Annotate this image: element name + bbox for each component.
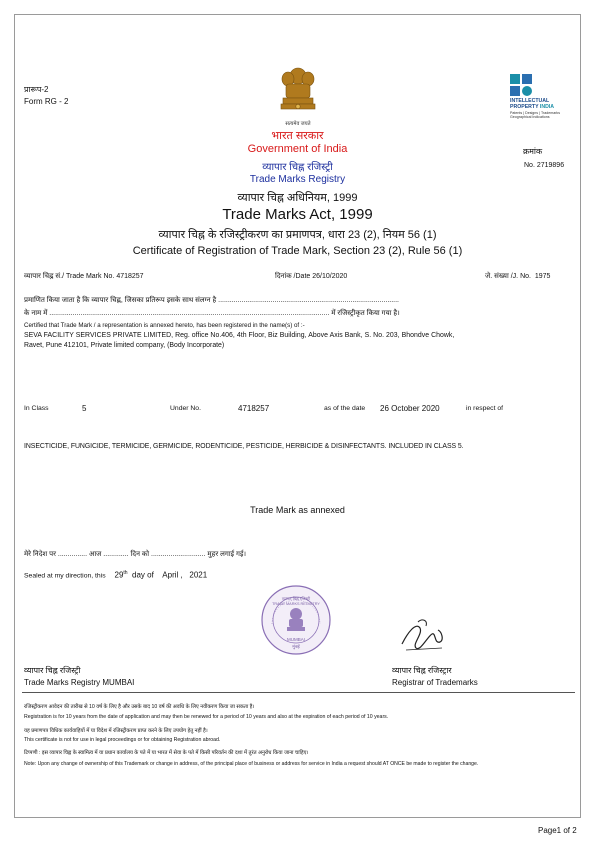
emblem-motto: सत्यमेव जयते <box>285 121 311 127</box>
registry-hindi: व्यापार चिह्न रजिस्ट्री <box>262 162 333 173</box>
sealed-english: Sealed at my direction, this 29th day of April , 2021 <box>24 570 208 580</box>
note-hindi-1: रजिस्ट्रीकरण आवेदन की तारीख से 10 वर्ष के लिए है और उसके बाद 10 वर्ष की अवधि के लिए नवीकरण किया जा सकता है। <box>24 704 255 710</box>
note-hindi-3: टिप्पणी : इस व्यापार चिह्न के स्वामित्व में या प्रधान कार्यालय के पते में या भारत में सेवा के पते में किसी परिवर्तन की दशा में तुरंत अनुरोध किया जाना चाहिए। <box>24 750 309 756</box>
note-hindi-2: यह प्रमाणपत्र विधिक कार्यवाहियों में या विदेश में रजिस्ट्रीकरण प्राप्त करने के लिए उपयोग हेतु नहीं है। <box>24 728 208 734</box>
jno-value: 1975 <box>534 273 551 280</box>
ip-logo-line1: INTELLECTUAL <box>510 98 550 104</box>
footer-right-english: Registrar of Trademarks <box>392 678 478 687</box>
footer-left-english: Trade Marks Registry MUMBAI <box>24 678 135 687</box>
act-english: Trade Marks Act, 1999 <box>222 206 373 223</box>
gov-hindi: भारत सरकार <box>271 130 324 142</box>
registrar-signature-icon <box>398 614 448 656</box>
cert-hindi: व्यापार चिह्न के रजिस्ट्रीकरण का प्रमाणपत्र, धारा 23 (2), नियम 56 (1) <box>158 229 437 241</box>
ip-logo-line2: PROPERTY INDIA <box>510 104 555 110</box>
seal-city: MUMBAI <box>287 637 305 642</box>
goods-description: INSECTICIDE, FUNGICIDE, TERMICIDE, GERMICIDE, RODENTICIDE, PESTICIDE, HERBICIDE & DISINFECTANTS. INCLUDED IN CLASS 5. <box>24 443 464 450</box>
in-class-label: In Class <box>24 405 49 412</box>
as-of-date: 26 October 2020 <box>380 404 440 413</box>
seal-city-hindi: मुंबई <box>292 644 300 649</box>
registry-seal-icon <box>260 584 332 656</box>
trademark-annexed: Trade Mark as annexed <box>250 505 345 515</box>
footer-right-hindi: व्यापार चिह्न रजिस्ट्रार <box>392 666 452 675</box>
page-number: Page1 of 2 <box>538 826 577 835</box>
as-of-label: as of the date <box>324 405 366 412</box>
act-hindi: व्यापार चिह्न अधिनियम, 1999 <box>237 192 358 204</box>
serial-hindi: क्रमांक <box>523 147 543 156</box>
notes-divider <box>22 692 575 693</box>
sealed-day: 29 <box>114 570 124 580</box>
note-english-3: Note: Upon any change of ownership of this Trademark or change in address, of the principal place of business or address for service in India a request should AT ONCE be made to register the change. <box>24 761 479 767</box>
jno-row: जे. संख्या /J. No. 1975 <box>485 273 551 280</box>
note-english-1: Registration is for 10 years from the date of application and may then be renewed for a period of 10 years and also at the expiration of each period of 10 years. <box>24 714 389 720</box>
owner-line1: SEVA FACILITY SERVICES PRIVATE LIMITED, Reg. office No.406, 4th Floor, Biz Building, Above Axis Bank, S. No. 203, Bhondve Chowk, <box>24 332 455 339</box>
ip-logo-line3: Patents | Designs | Trademarks <box>510 111 561 115</box>
serial-no: No. 2719896 <box>524 162 565 169</box>
seal-hindi-top: व्यापार चिह्न रजिस्ट्री <box>281 596 311 601</box>
note-english-2: This certificate is not for use in legal proceedings or for obtaining Registration abroad. <box>24 737 221 743</box>
tm-date: 26/10/2020 <box>312 273 348 280</box>
sealed-year: 2021 <box>189 570 208 580</box>
form-english: Form RG - 2 <box>24 97 69 106</box>
cert-english: Certificate of Registration of Trade Mark, Section 23 (2), Rule 56 (1) <box>132 245 463 257</box>
national-emblem-icon <box>276 64 320 126</box>
sealed-hindi: मेरे निदेश पर ............... आज ............. दिन को ............................ मुहर लगाई गई। <box>24 551 247 558</box>
class-number: 5 <box>82 404 87 413</box>
tm-number: 4718257 <box>116 273 144 280</box>
date-row: दिनांक /Date 26/10/2020 <box>275 273 348 280</box>
ip-india-logo <box>510 74 580 124</box>
under-no-value: 4718257 <box>238 404 270 413</box>
gov-english: Government of India <box>247 143 348 155</box>
certify-hindi-line2: के नाम में ................................................................................................................................................ में रजिस्ट्रीकृत किया गया है। <box>24 310 400 317</box>
ip-logo-line4: Geographical Indications <box>510 115 550 119</box>
footer-left-hindi: व्यापार चिह्न रजिस्ट्री <box>24 666 81 675</box>
owner-line2: Ravet, Pune 412101, Private limited company, (Body Incorporate) <box>24 342 225 349</box>
registry-english: Trade Marks Registry <box>249 174 346 185</box>
seal-top-text: TRADE MARKS REGISTRY <box>272 602 320 606</box>
tm-number-row: व्यापार चिह्न सं./ Trade Mark No. 4718257 <box>24 273 144 280</box>
certify-english: Certified that Trade Mark / a representation is annexed hereto, has been registered in the name(s) of :- <box>24 322 305 329</box>
sealed-month: April , <box>162 570 183 580</box>
form-hindi: प्रारूप-2 <box>24 85 49 94</box>
certify-hindi-line1: प्रमाणित किया जाता है कि व्यापार चिह्न, जिसका प्रतिरूप इसके साथ संलग्न है ............................................................................................. <box>24 297 399 304</box>
under-no-label: Under No. <box>170 405 201 412</box>
ip-india-logo-icon <box>510 74 534 96</box>
in-respect-label: in respect of <box>466 405 504 412</box>
